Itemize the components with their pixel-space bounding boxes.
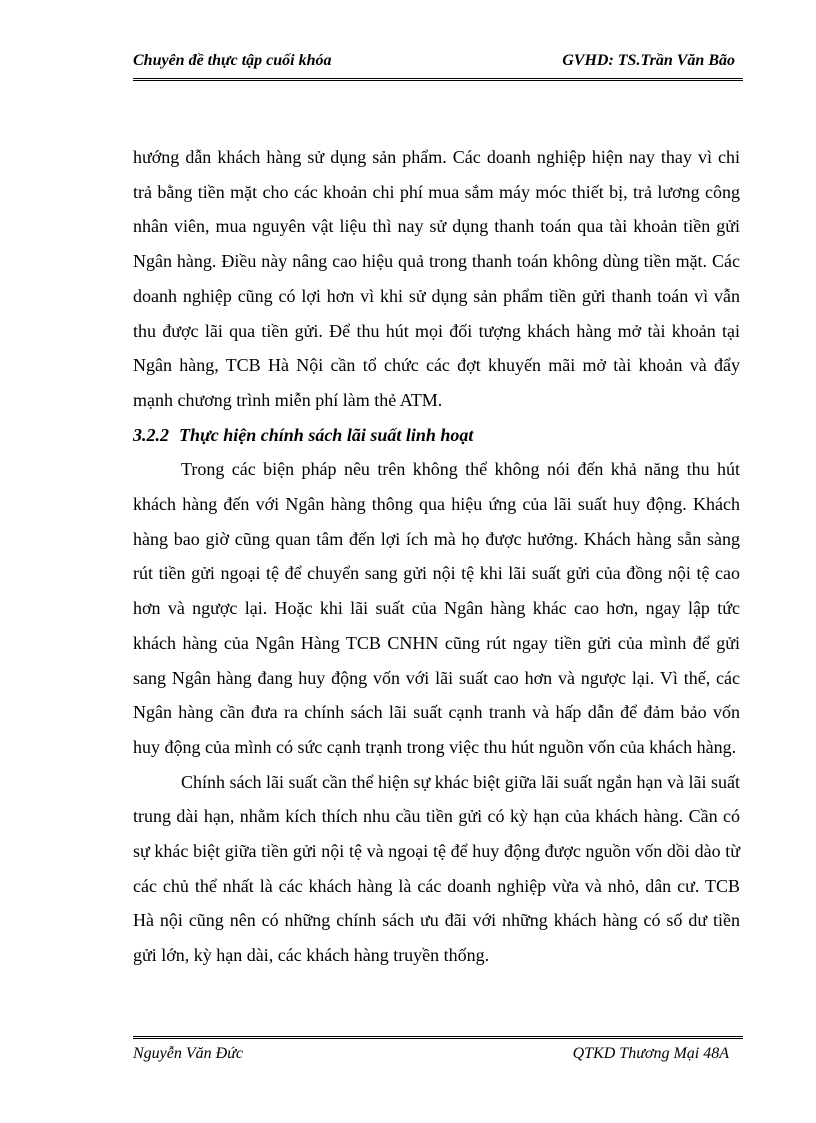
section-title: Thực hiện chính sách lãi suất linh hoạt — [179, 424, 474, 445]
paragraph-1: hướng dẫn khách hàng sử dụng sản phẩm. Các doanh nghiệp hiện nay thay vì chi trả bằng tiền mặt cho các khoản chi phí mua sắm máy móc thiết bị, trả lương công nhân viên, mua nguyên vật liệu thì nay sử dụng thanh toán qua tài khoản tiền gửi Ngân hàng. Điều này nâng cao hiệu quả trong thanh toán không dùng tiền mặt. Các doanh nghiệp cũng có lợi hơn vì khi sử dụng sản phẩm tiền gửi thanh toán vì vẫn thu được lãi qua tiền gửi. Để thu hút mọi đối tượng khách hàng mở tài khoản tại Ngân hàng, TCB Hà Nội cần tổ chức các đợt khuyến mãi mở tài khoản và đẩy mạnh chương trình miễn phí làm thẻ ATM. — [133, 147, 740, 410]
footer-class: QTKD Thương Mại 48A — [572, 1045, 729, 1062]
section-number: 3.2.2 — [133, 424, 169, 445]
page-header — [133, 50, 743, 81]
page-footer — [133, 1036, 743, 1069]
document-body — [133, 140, 740, 973]
header-title: Chuyên đề thực tập cuối khóa — [133, 52, 332, 69]
paragraph-2: Trong các biện pháp nêu trên không thể không nói đến khả năng thu hút khách hàng đến với Ngân hàng thông qua hiệu ứng của lãi suất huy động. Khách hàng bao giờ cũng quan tâm đến lợi ích mà họ được hưởng. Khách hàng sẵn sàng rút tiền gửi ngoại tệ để chuyển sang gửi nội tệ khi lãi suất gửi của đồng nội tệ cao hơn và ngược lại. Hoặc khi lãi suất của Ngân hàng khác cao hơn, ngay lập tức khách hàng của Ngân Hàng TCB CNHN cũng rút ngay tiền gửi của mình để gửi sang Ngân hàng đang huy động vốn với lãi suất cao hơn và ngược lại. Vì thế, các Ngân hàng cần đưa ra chính sách lãi suất cạnh tranh và hấp dẫn để đảm bảo vốn huy động của mình có sức cạnh trạnh trong việc thu hút nguồn vốn của khách hàng. — [133, 459, 740, 757]
header-supervisor: GVHD: TS.Trần Văn Bão — [562, 52, 735, 69]
section-heading — [133, 418, 740, 453]
paragraph-3: Chính sách lãi suất cần thể hiện sự khác biệt giữa lãi suất ngắn hạn và lãi suất trung dài hạn, nhằm kích thích nhu cầu tiền gửi có kỳ hạn của khách hàng. Cần có sự khác biệt giữa tiền gửi nội tệ và ngoại tệ để huy động được nguồn vốn dồi dào từ các chủ thể nhất là các khách hàng là các doanh nghiệp vừa và nhỏ, dân cư. TCB Hà nội cũng nên có những chính sách ưu đãi với những khách hàng có số dư tiền gửi lớn, kỳ hạn dài, các khách hàng truyền thống. — [133, 771, 740, 966]
footer-author: Nguyễn Văn Đức — [133, 1045, 244, 1062]
